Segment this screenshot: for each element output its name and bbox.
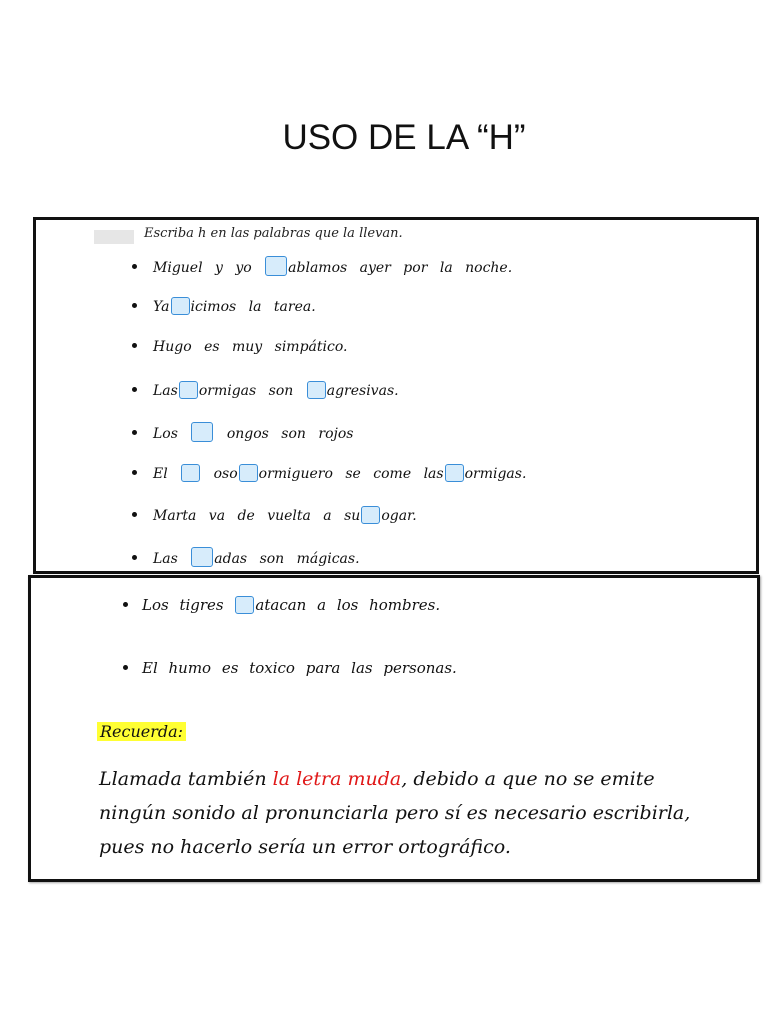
bullet-icon (132, 555, 137, 560)
item-text: El (153, 466, 168, 482)
list-item (132, 339, 347, 355)
list-item (123, 659, 457, 677)
item-text: Los tigres (142, 596, 224, 614)
reminder-text: , debido a que no se emite ningún sonido al pronunciarla pero sí es necesario escribirla, pues no hacerlo sería un error ortográfico. (99, 768, 691, 858)
reminder-paragraph (99, 762, 709, 864)
item-text: adas son mágicas. (214, 551, 360, 567)
answer-blank[interactable] (191, 547, 213, 567)
bullet-icon (132, 343, 137, 348)
bullet-icon (132, 264, 137, 269)
exercise-box (33, 217, 759, 574)
bullet-icon (132, 430, 137, 435)
item-text: icimos la tarea. (190, 299, 316, 315)
instruction: Escriba h en las palabras que la llevan. (144, 226, 403, 241)
item-text: Miguel y yo (153, 260, 252, 276)
item-text: Marta va de vuelta a su (153, 508, 361, 524)
answer-blank[interactable] (235, 596, 254, 614)
bullet-icon (132, 470, 137, 475)
answer-blank[interactable] (265, 256, 287, 276)
answer-blank[interactable] (181, 464, 200, 482)
bullet-icon (132, 387, 137, 392)
item-text: Las (153, 551, 178, 567)
item-text: ormigas. (464, 466, 527, 482)
answer-blank[interactable] (307, 381, 326, 399)
item-text: atacan a los hombres. (255, 596, 441, 614)
item-text: agresivas. (326, 383, 399, 399)
list-item (123, 596, 440, 614)
item-text: Hugo es muy simpático. (153, 339, 348, 355)
bullet-icon (132, 303, 137, 308)
answer-blank[interactable] (171, 297, 190, 315)
recuerda-label: Recuerda: (97, 722, 186, 741)
item-text: oso (213, 466, 238, 482)
list-item (132, 256, 512, 276)
item-text: ogar. (381, 508, 417, 524)
answer-blank[interactable] (191, 422, 213, 442)
bullet-icon (123, 602, 128, 607)
answer-blank[interactable] (239, 464, 258, 482)
list-item (132, 506, 417, 524)
highlighted-text: la letra muda (272, 768, 402, 790)
item-text: El humo es toxico para las personas. (142, 659, 457, 677)
bullet-icon (132, 512, 137, 517)
list-item (132, 297, 316, 315)
item-text: Los (153, 426, 178, 442)
gray-tab (94, 230, 134, 244)
item-text: Ya (153, 299, 170, 315)
reminder-text: Llamada también (99, 768, 273, 790)
list-item (132, 464, 526, 482)
item-text: Las (153, 383, 178, 399)
answer-blank[interactable] (179, 381, 198, 399)
item-text: ablamos ayer por la noche. (288, 260, 513, 276)
list-item (132, 547, 360, 567)
list-item (132, 381, 399, 399)
item-text: ongos son rojos (226, 426, 354, 442)
page-title: USO DE LA “H” (282, 118, 526, 157)
bullet-icon (123, 665, 128, 670)
list-item (132, 422, 353, 442)
item-text: ormigas son (198, 383, 294, 399)
item-text: ormiguero se come las (258, 466, 444, 482)
reminder-box (28, 575, 760, 882)
answer-blank[interactable] (445, 464, 464, 482)
answer-blank[interactable] (361, 506, 380, 524)
